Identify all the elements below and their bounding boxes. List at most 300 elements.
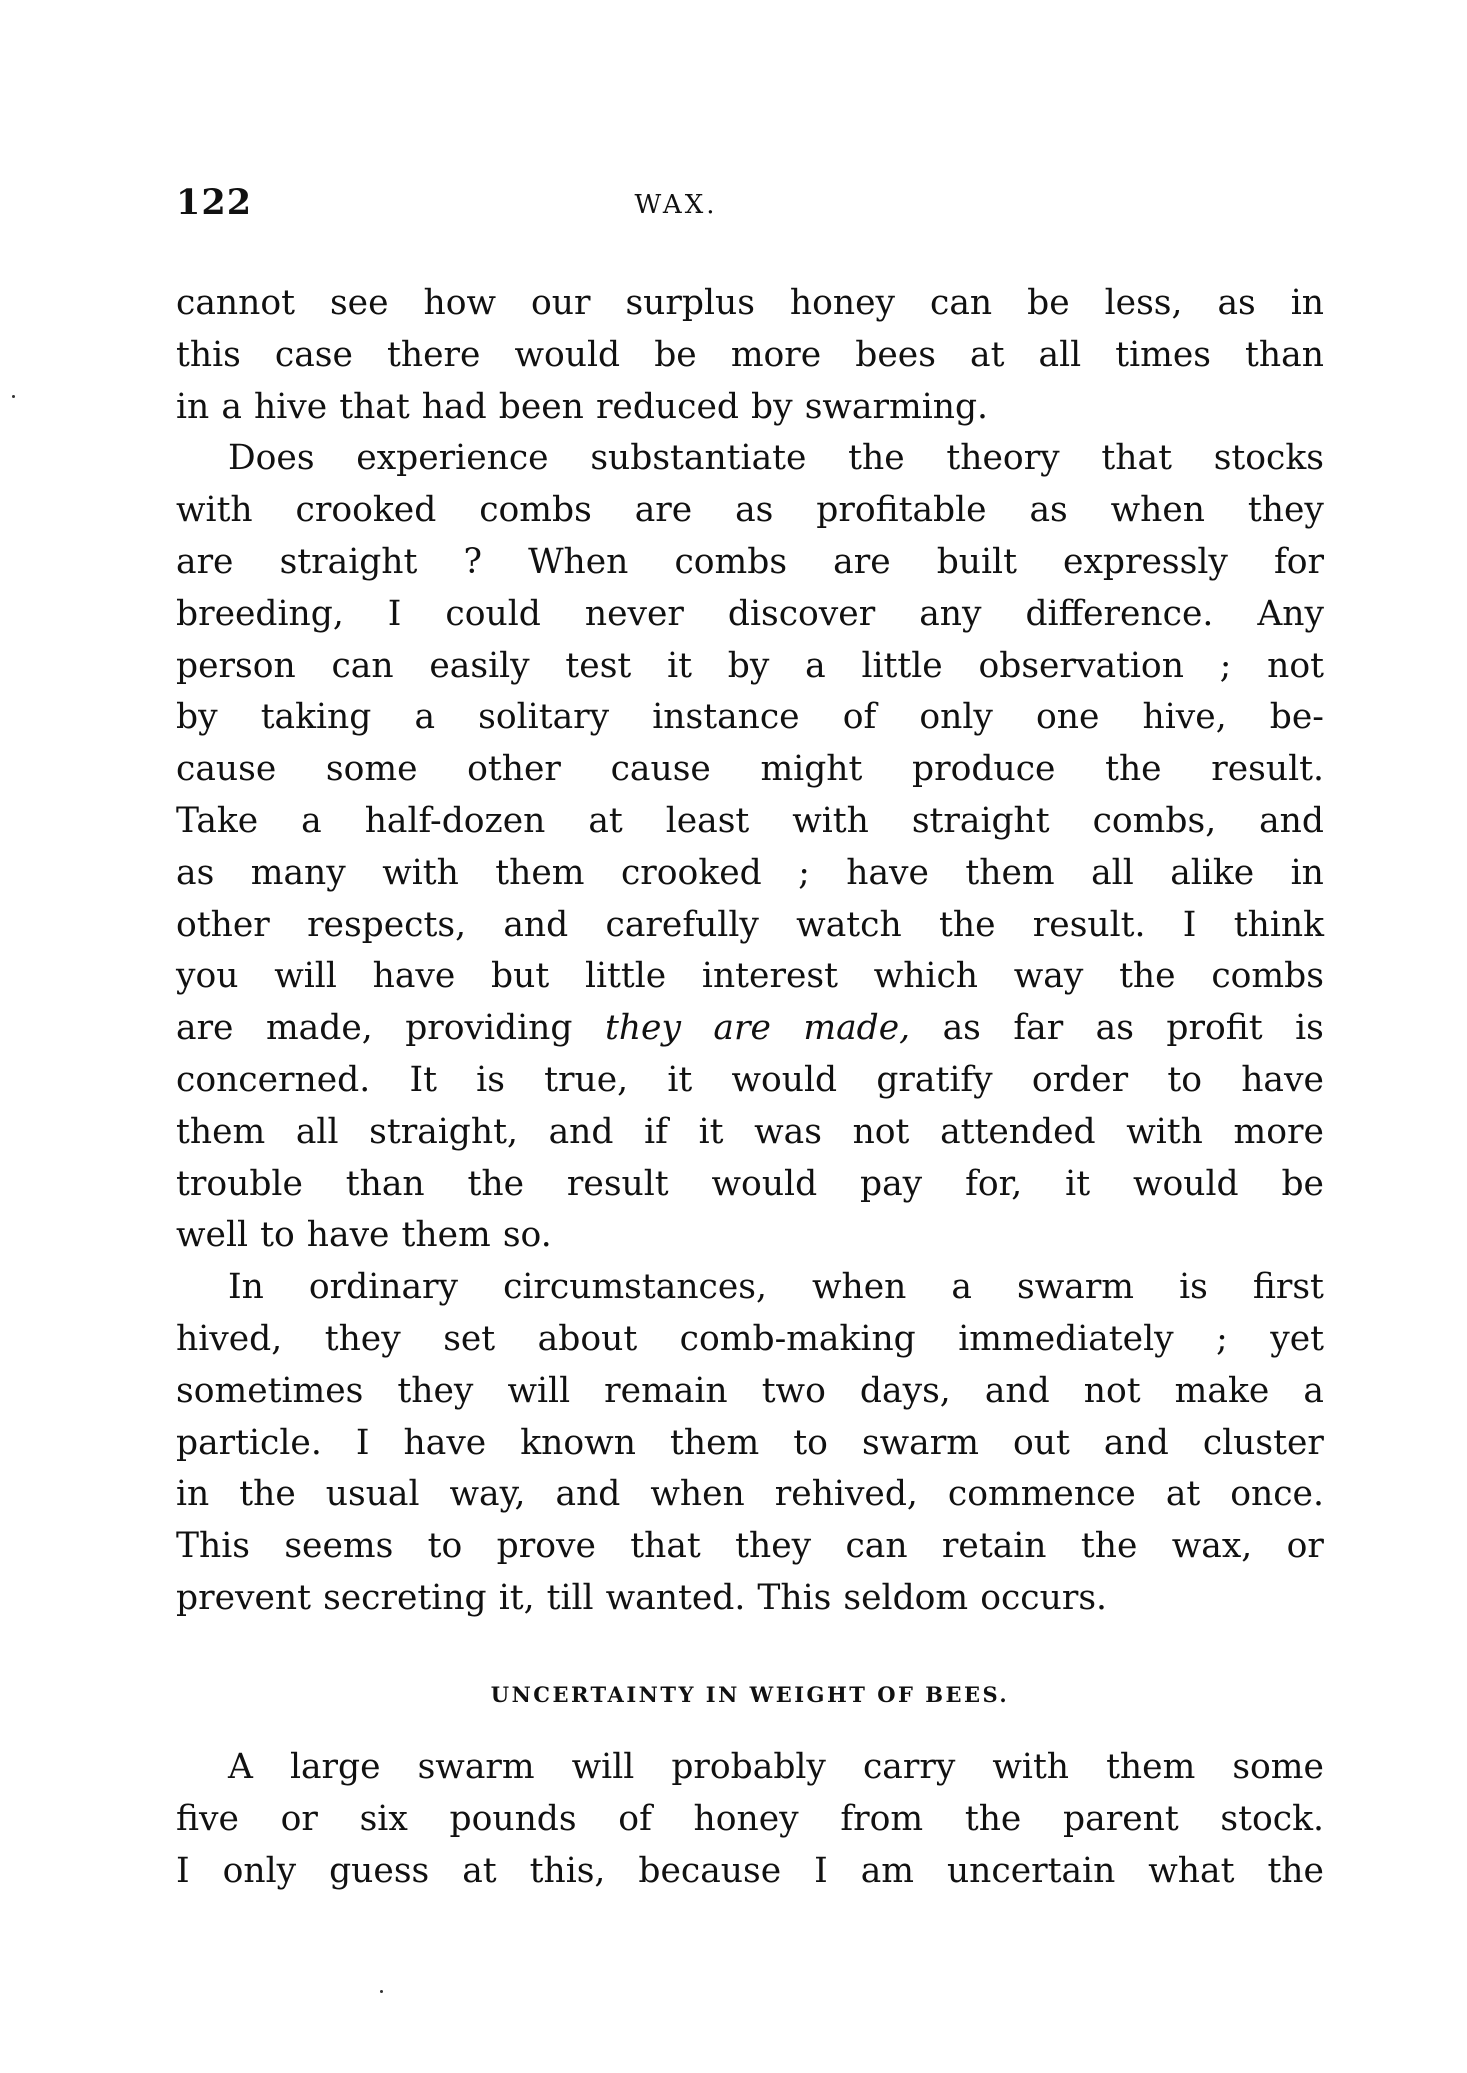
text-line	[176, 485, 1324, 537]
word: far	[1013, 1008, 1064, 1049]
word: when	[811, 1267, 907, 1308]
word: many	[250, 852, 346, 893]
word: swarm	[1017, 1267, 1135, 1308]
word: have	[306, 1215, 390, 1256]
word: be	[1281, 1163, 1324, 1204]
text-line	[176, 1794, 1324, 1846]
word: would	[1132, 1163, 1239, 1204]
word: been	[498, 386, 584, 427]
word: so.	[502, 1215, 552, 1256]
word: order	[1031, 1059, 1129, 1100]
word: if	[644, 1111, 668, 1152]
word: will	[507, 1370, 571, 1411]
word: them	[1106, 1747, 1196, 1787]
word: that	[1101, 438, 1172, 479]
text-line	[176, 1846, 1324, 1898]
word: built	[936, 541, 1017, 582]
word: ordinary	[308, 1267, 459, 1308]
word: known	[520, 1422, 636, 1463]
word: can	[845, 1526, 908, 1567]
text-line	[176, 1418, 1324, 1470]
word: with	[992, 1747, 1070, 1787]
word: and	[984, 1370, 1050, 1411]
text-line	[176, 1107, 1324, 1159]
word: the	[1119, 956, 1176, 997]
text-line	[176, 900, 1324, 952]
word: as	[1217, 283, 1256, 323]
word: of	[842, 697, 877, 738]
word: only	[222, 1850, 297, 1891]
text-line	[176, 382, 1324, 434]
word: particle.	[176, 1422, 322, 1463]
word: them	[401, 1215, 491, 1256]
word: this,	[529, 1850, 606, 1891]
word: at	[462, 1850, 497, 1891]
word: stocks	[1213, 438, 1324, 479]
word: at	[970, 334, 1005, 375]
text-line	[176, 1003, 1324, 1055]
word: theory	[946, 438, 1060, 479]
word: as	[176, 852, 215, 893]
word: they	[735, 1526, 812, 1567]
word: in	[176, 1474, 210, 1515]
word: occurs.	[980, 1577, 1108, 1618]
word: they	[1247, 490, 1324, 531]
word: respects,	[307, 904, 467, 945]
word: I	[1182, 904, 1197, 945]
word: will	[571, 1747, 635, 1787]
word: have	[372, 956, 456, 997]
word: hived,	[176, 1318, 283, 1359]
word: as	[1095, 1008, 1134, 1049]
word: ?	[463, 541, 482, 582]
word: is	[1179, 1267, 1208, 1308]
word: with	[176, 490, 253, 531]
word: by	[176, 697, 218, 738]
word: it	[667, 645, 692, 686]
text-line	[176, 278, 1324, 330]
scan-speck	[380, 1990, 383, 1993]
word: little	[861, 645, 943, 686]
word: way,	[449, 1474, 526, 1515]
section-heading: UNCERTAINTY IN WEIGHT OF BEES.	[490, 1682, 1010, 1707]
word: the	[1105, 749, 1162, 790]
text-line	[176, 537, 1324, 589]
word: it	[1065, 1163, 1091, 1204]
word: to	[260, 1215, 295, 1256]
word: wax,	[1171, 1526, 1253, 1567]
body-text	[176, 278, 1324, 1625]
word: least	[665, 800, 750, 841]
word: how	[423, 283, 497, 323]
word: attended	[940, 1111, 1096, 1152]
word: when	[1110, 490, 1206, 531]
word: once.	[1230, 1474, 1324, 1515]
text-line	[176, 589, 1324, 641]
word: usual	[325, 1474, 420, 1515]
word: When	[528, 541, 629, 582]
word: expressly	[1063, 541, 1228, 582]
word: than	[1245, 334, 1324, 375]
word: they	[324, 1318, 401, 1359]
word: what	[1148, 1850, 1235, 1891]
word: them	[669, 1422, 760, 1463]
word: seldom	[843, 1577, 969, 1618]
word: result.	[1032, 904, 1146, 945]
section-body-text	[176, 1742, 1324, 1897]
word: when	[650, 1474, 745, 1515]
word: our	[531, 283, 591, 323]
word: are	[176, 541, 234, 582]
scan-speck	[12, 395, 15, 398]
word: a	[805, 645, 826, 686]
word: with	[1126, 1111, 1203, 1152]
word: a	[221, 386, 242, 427]
word: way	[1013, 956, 1084, 997]
word: and	[555, 1474, 621, 1515]
word: till	[546, 1577, 594, 1618]
word: with	[792, 800, 869, 841]
word: It	[409, 1059, 437, 1100]
word: This	[176, 1526, 250, 1567]
word: prove	[496, 1526, 596, 1567]
text-line	[176, 744, 1324, 796]
word: surplus	[625, 283, 755, 323]
paragraph	[176, 1262, 1324, 1625]
word: the	[848, 438, 905, 479]
word: combs	[1211, 956, 1324, 997]
word: immediately	[958, 1318, 1174, 1359]
word: other	[467, 749, 561, 790]
word: taking	[260, 697, 372, 738]
word: pay	[860, 1163, 923, 1204]
word: which	[873, 956, 978, 997]
word: as	[1029, 490, 1068, 531]
word: not	[1267, 645, 1324, 686]
word: out	[1013, 1422, 1070, 1463]
word: crooked	[620, 852, 762, 893]
word: gratify	[876, 1059, 993, 1100]
word: test	[565, 645, 632, 686]
word: them	[495, 852, 585, 893]
italic-word: they	[604, 1008, 681, 1049]
word: instance	[652, 697, 800, 738]
word: honey	[693, 1798, 799, 1839]
word: A	[228, 1747, 253, 1787]
word: In	[228, 1267, 264, 1308]
word: and	[1103, 1422, 1169, 1463]
word: is	[1295, 1008, 1324, 1049]
word: not	[852, 1111, 910, 1152]
word: by	[751, 386, 793, 427]
word: ;	[798, 852, 810, 893]
word: from	[840, 1798, 924, 1839]
word: Take	[176, 800, 259, 841]
text-line	[176, 1055, 1324, 1107]
word: or	[1286, 1526, 1324, 1567]
word: combs,	[1092, 800, 1217, 841]
word: result	[566, 1163, 669, 1204]
word: the	[938, 904, 996, 945]
word: a	[1303, 1370, 1324, 1411]
word: but	[491, 956, 550, 997]
word: commence	[947, 1474, 1136, 1515]
word: easily	[429, 645, 530, 686]
word: are	[833, 541, 891, 582]
word: them	[176, 1111, 266, 1152]
word: or	[280, 1798, 318, 1839]
word: it,	[498, 1577, 535, 1618]
word: seems	[284, 1526, 394, 1567]
word: I	[176, 1850, 190, 1891]
italic-word: are	[713, 1008, 771, 1049]
italic-word: made,	[803, 1008, 911, 1049]
word: uncertain	[946, 1850, 1116, 1891]
text-line	[176, 330, 1324, 382]
word: swarming.	[804, 386, 989, 427]
word: cause	[176, 749, 277, 790]
word: a	[951, 1267, 972, 1308]
word: think	[1233, 904, 1324, 945]
page-number: 122	[176, 182, 253, 223]
word: make	[1174, 1370, 1270, 1411]
word: person	[176, 645, 296, 686]
word: little	[584, 956, 667, 997]
word: with	[382, 852, 459, 893]
text-line	[176, 433, 1324, 485]
word: straight	[279, 541, 418, 582]
word: ;	[1216, 1318, 1228, 1359]
word: all	[1091, 852, 1134, 893]
word: hive,	[1142, 697, 1227, 738]
word: experience	[356, 438, 549, 479]
word: combs	[479, 490, 592, 531]
word: not	[1083, 1370, 1141, 1411]
text-line	[176, 1314, 1324, 1366]
word: set	[443, 1318, 496, 1359]
word: prevent	[176, 1577, 311, 1618]
word: about	[537, 1318, 638, 1359]
word: five	[176, 1798, 239, 1839]
word: the	[1267, 1850, 1324, 1891]
word: parent	[1063, 1798, 1179, 1839]
word: true,	[544, 1059, 629, 1100]
word: in	[176, 386, 210, 427]
word: profitable	[816, 490, 987, 531]
word: for	[1273, 541, 1324, 582]
word: observation	[978, 645, 1184, 686]
word: would	[731, 1059, 838, 1100]
word: other	[176, 904, 270, 945]
word: profit	[1166, 1008, 1263, 1049]
word: was	[754, 1111, 822, 1152]
word: difference.	[1025, 593, 1214, 634]
word: have	[846, 852, 929, 893]
word: carry	[862, 1747, 956, 1787]
word: to	[793, 1422, 828, 1463]
word: circumstances,	[503, 1267, 767, 1308]
word: there	[387, 334, 481, 375]
word: half-dozen	[364, 800, 546, 841]
word: the	[467, 1163, 525, 1204]
word: as	[942, 1008, 981, 1049]
word: watch	[796, 904, 902, 945]
text-line	[176, 641, 1324, 693]
text-line	[176, 796, 1324, 848]
word: produce	[912, 749, 1056, 790]
word: have	[1241, 1059, 1324, 1100]
text-line	[176, 1573, 1324, 1625]
word: have	[403, 1422, 487, 1463]
word: made,	[265, 1008, 373, 1049]
word: only	[919, 697, 993, 738]
word: you	[176, 956, 239, 997]
page-header	[176, 182, 1326, 232]
word: would	[711, 1163, 818, 1204]
word: any	[919, 593, 982, 634]
word: times	[1115, 334, 1211, 375]
word: less,	[1104, 283, 1183, 323]
word: sometimes	[176, 1370, 364, 1411]
word: Does	[228, 438, 315, 479]
word: all	[1038, 334, 1082, 375]
word: concerned.	[176, 1059, 371, 1100]
word: this	[176, 334, 241, 375]
word: straight,	[369, 1111, 518, 1152]
word: carefully	[605, 904, 759, 945]
word: that	[339, 386, 410, 427]
word: This	[757, 1577, 832, 1618]
word: the	[239, 1474, 296, 1515]
word: case	[274, 334, 353, 375]
word: at	[588, 800, 623, 841]
word: interest	[701, 956, 838, 997]
word: I	[814, 1850, 828, 1891]
word: discover	[727, 593, 876, 634]
text-line	[176, 848, 1324, 900]
word: they	[397, 1370, 474, 1411]
word: alike	[1170, 852, 1255, 893]
word: for,	[965, 1163, 1023, 1204]
paragraph	[176, 278, 1324, 433]
word: remain	[604, 1370, 728, 1411]
word: that	[630, 1526, 701, 1567]
word: wanted.	[605, 1577, 746, 1618]
word: some	[325, 749, 418, 790]
word: can	[331, 645, 394, 686]
word: in	[1290, 283, 1324, 323]
word: stock.	[1220, 1798, 1324, 1839]
word: never	[584, 593, 684, 634]
word: ;	[1219, 645, 1232, 686]
word: I	[355, 1422, 370, 1463]
word: a	[414, 697, 436, 738]
word: cluster	[1202, 1422, 1324, 1463]
word: straight	[911, 800, 1050, 841]
word: be-	[1269, 697, 1324, 738]
word: is	[476, 1059, 505, 1100]
word: probably	[671, 1747, 826, 1787]
word: secreting	[323, 1577, 487, 1618]
word: it	[667, 1059, 693, 1100]
word: some	[1232, 1747, 1324, 1787]
word: could	[445, 593, 541, 634]
word: it	[698, 1111, 724, 1152]
word: hive	[253, 386, 328, 427]
word: a	[301, 800, 322, 841]
word: providing	[405, 1008, 573, 1049]
word: see	[329, 283, 389, 323]
text-line	[176, 1210, 1324, 1262]
word: to	[427, 1526, 463, 1567]
word: first	[1252, 1267, 1324, 1308]
word: crooked	[295, 490, 437, 531]
word: would	[514, 334, 621, 375]
word: at	[1165, 1474, 1201, 1515]
word: substantiate	[590, 438, 807, 479]
word: more	[730, 334, 822, 375]
word: by	[727, 645, 770, 686]
word: Any	[1257, 593, 1324, 634]
word: swarm	[861, 1422, 979, 1463]
word: comb-making	[679, 1318, 916, 1359]
word: more	[1233, 1111, 1324, 1152]
text-line	[176, 1521, 1324, 1573]
word: bees	[855, 334, 936, 375]
word: are	[176, 1008, 234, 1049]
paragraph	[176, 433, 1324, 1262]
word: yet	[1270, 1318, 1324, 1359]
word: retain	[941, 1526, 1047, 1567]
word: because	[638, 1850, 782, 1891]
word: large	[289, 1747, 381, 1787]
paragraph	[176, 1742, 1324, 1897]
word: as	[735, 490, 774, 531]
text-line	[176, 1742, 1324, 1794]
word: might	[760, 749, 863, 790]
word: pounds	[449, 1798, 577, 1839]
word: will	[274, 956, 337, 997]
word: and	[548, 1111, 614, 1152]
word: are	[634, 490, 693, 531]
word: cannot	[176, 283, 295, 323]
text-line	[176, 1469, 1324, 1521]
word: all	[295, 1111, 339, 1152]
word: swarm	[417, 1747, 535, 1787]
word: days,	[859, 1370, 951, 1411]
word: to	[1167, 1059, 1202, 1100]
text-line	[176, 1159, 1324, 1211]
word: two	[761, 1370, 826, 1411]
word: reduced	[595, 386, 739, 427]
word: cause	[610, 749, 711, 790]
word: and	[1259, 800, 1324, 841]
text-line	[176, 1262, 1324, 1314]
word: solitary	[478, 697, 610, 738]
word: had	[421, 386, 487, 427]
word: of	[618, 1798, 652, 1839]
word: be	[1027, 283, 1070, 323]
word: breeding,	[176, 593, 344, 634]
word: in	[1290, 852, 1324, 893]
word: be	[654, 334, 697, 375]
word: the	[1080, 1526, 1138, 1567]
word: six	[359, 1798, 408, 1839]
word: am	[860, 1850, 914, 1891]
word: honey	[789, 283, 896, 323]
word: I	[387, 593, 402, 634]
word: and	[503, 904, 569, 945]
